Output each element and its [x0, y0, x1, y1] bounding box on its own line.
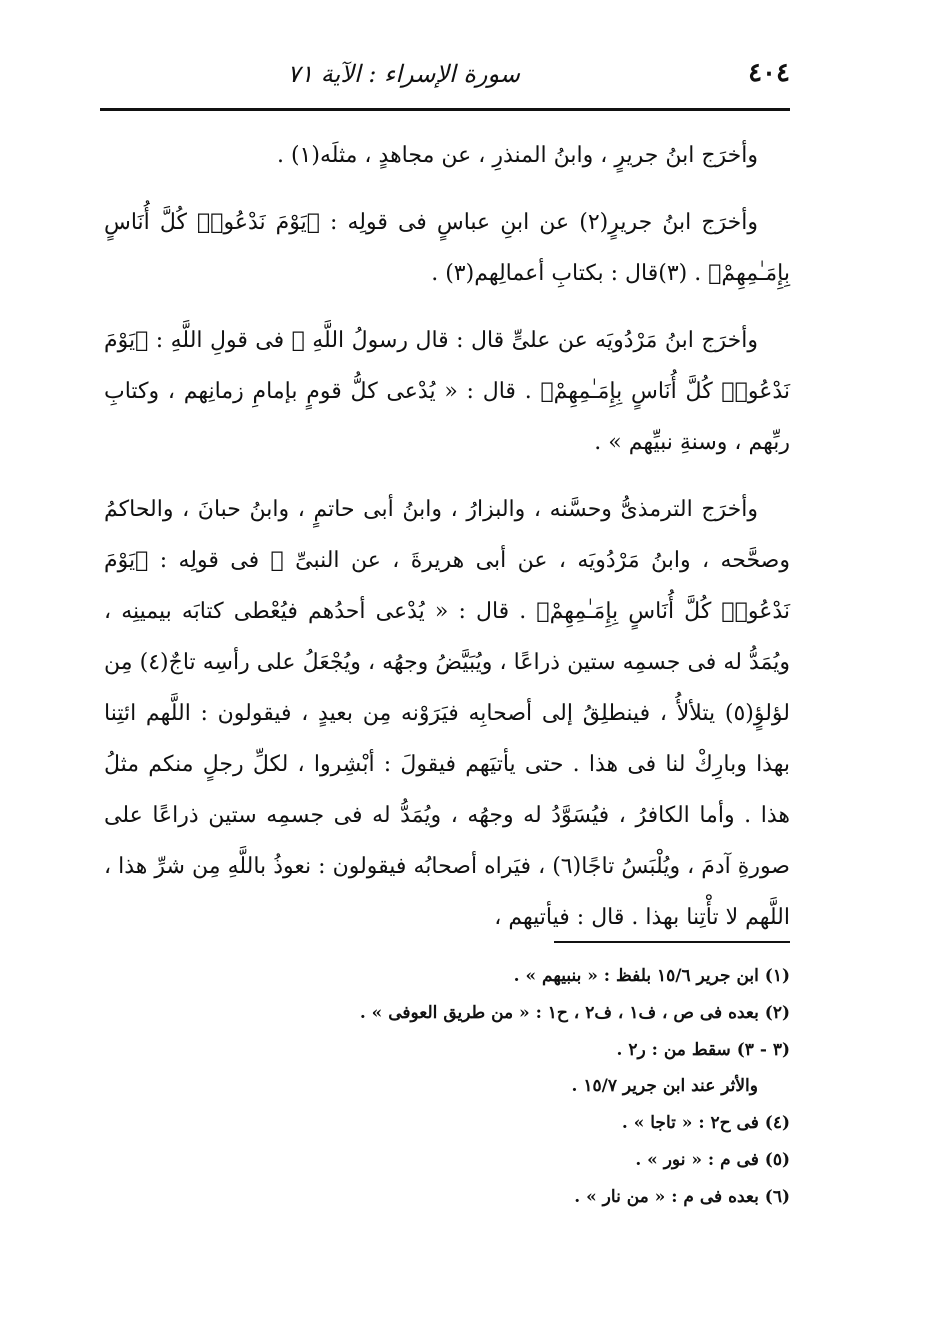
paragraph: وأخرَج ابنُ جريرٍ ، وابنُ المنذرِ ، عن مجاهدٍ ، مثلَه(١) . [276, 143, 758, 168]
page-number: ٤٠٤ [748, 58, 790, 88]
main-text [104, 130, 790, 943]
footnote: (٥) فى م : « نور » . [635, 1149, 790, 1170]
footnote: (٢) بعده فى ص ، ف١ ، ف٢ ، ح١ : « من طريق العوفى » . [359, 1002, 790, 1023]
footnote: (١) ابن جرير ١٥/٦ بلفظ : « بنبيهم » . [513, 966, 790, 986]
footnote: (٣ - ٣) سقط من : ر٢ . [616, 1039, 790, 1060]
footnotes [300, 958, 790, 1216]
footnote-separator [554, 941, 790, 943]
footnote: (٤) فى ح٢ : « تاجا » . [621, 1113, 790, 1134]
paragraph: وأخرَج ابنُ جريرٍ(٢) عن ابنِ عباسٍ فى قولِه : ﴿يَوْمَ نَدْعُوا۟ كُلَّ أُنَاسٍ بِإِمَـٰمِهِمْ﴾ . (٣)قال : بكتابِ أعمالِهم(٣) . [104, 210, 790, 286]
footnote: (٦) بعده فى م : « من نار » . [574, 1186, 790, 1207]
running-title: سورة الإسراء : الآية ٧١ [287, 60, 520, 88]
footnote-continuation: والأثر عند ابن جرير ١٥/٧ . [571, 1076, 758, 1097]
paragraph: وأخرَج ابنُ مَرْدُويَه عن علىٍّ قال : قال رسولُ اللَّهِ ﷺ فى قولِ اللَّهِ : ﴿يَوْمَ نَدْعُوا۟ كُلَّ أُنَاسٍ بِإِمَـٰمِهِمْ﴾ . قال : « يُدْعى كلُّ قومٍ بإمامِ زمانِهم ، وكتابِ ربِّهم ، وسنةِ نبيِّهم » . [104, 328, 790, 455]
paragraph: وأخرَج الترمذىُّ وحسَّنه ، والبزارُ ، وابنُ أبى حاتمٍ ، وابنُ حبانَ ، والحاكمُ وصحَّحه ، وابنُ مَرْدُويَه ، عن أبى هريرةَ ، عن النبىِّ ﷺ فى قولِه : ﴿يَوْمَ نَدْعُوا۟ كُلَّ أُنَاسٍ بِإِمَـٰمِهِمْ﴾ . قال : « يُدْعى أحدُهم فيُعْطى كتابَه بيمينِه ، ويُمَدُّ له فى جسمِه ستين ذراعًا ، ويُبَيَّضُ وجهُه ، ويُجْعَلُ على رأسِه تاجٌ(٤) مِن لؤلؤٍ(٥) يتلألأُ ، فينطلِقُ إلى أصحابِه فيَرَوْنه مِن بعيدٍ ، فيقولون : اللَّهم ائتِنا بهذا وبارِكْ لنا فى هذا . حتى يأتيَهم فيقولَ : أبْشِروا ، لكلِّ رجلٍ منكم مثلُ هذا . وأما الكافرُ ، فيُسَوَّدُ له وجهُه ، ويُمَدُّ له فى جسمِه ستين ذراعًا على صورةِ آدمَ ، ويُلْبَسُ تاجًا(٦) ، فيَراه أصحابُه فيقولون : نعوذُ باللَّهِ مِن شرِّ هذا ، اللَّهم لا تأْتِنا بهذا . قال : فيأتيهم ، [104, 497, 791, 930]
header-rule [100, 108, 790, 111]
page-header [100, 52, 790, 104]
